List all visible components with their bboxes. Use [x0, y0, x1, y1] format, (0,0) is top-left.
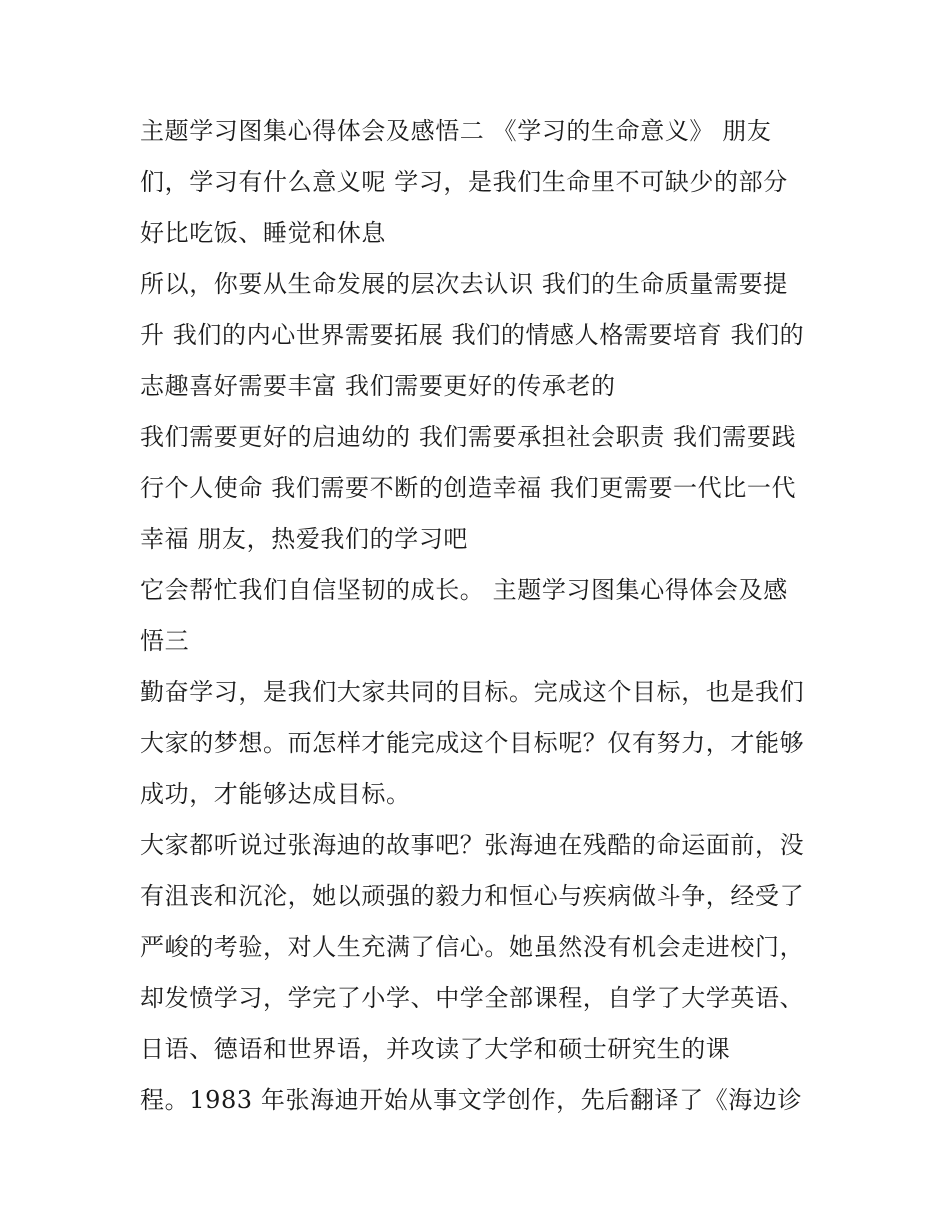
- text-line: 幸福 朋友，热爱我们的学习吧: [140, 525, 469, 553]
- text-line: 升 我们的内心世界需要拓展 我们的情感人格需要培育 我们的: [140, 321, 805, 349]
- text-line: 程。1983 年张海迪开始从事文学创作，先后翻译了《海边诊: [140, 1086, 803, 1114]
- text-line: 日语、德语和世界语，并攻读了大学和硕士研究生的课: [140, 1035, 731, 1063]
- text-line: 行个人使命 我们需要不断的创造幸福 我们更需要一代比一代: [140, 474, 797, 502]
- text-line: 它会帮忙我们自信坚韧的成长。 主题学习图集心得体会及感: [140, 576, 788, 604]
- text-line: 所以，你要从生命发展的层次去认识 我们的生命质量需要提: [140, 270, 788, 298]
- text-line: 有沮丧和沉沦，她以顽强的毅力和恒心与疾病做斗争，经受了: [140, 882, 805, 910]
- text-line: 大家都听说过张海迪的故事吧？张海迪在残酷的命运面前，没: [140, 831, 805, 859]
- text-line: 成功，才能够达成目标。: [140, 780, 411, 808]
- text-line: 主题学习图集心得体会及感悟二 《学习的生命意义》 朋友: [140, 117, 772, 145]
- text-line: 严峻的考验，对人生充满了信心。她虽然没有机会走进校门，: [140, 933, 805, 961]
- text-line: 好比吃饭、睡觉和休息: [140, 219, 386, 247]
- text-line: 志趣喜好需要丰富 我们需要更好的传承老的: [140, 372, 616, 400]
- document-body: [140, 106, 830, 1126]
- text-line: 却发愤学习，学完了小学、中学全部课程，自学了大学英语、: [140, 984, 805, 1012]
- text-line: 们，学习有什么意义呢 学习，是我们生命里不可缺少的部分: [140, 168, 788, 196]
- text-line: 我们需要更好的启迪幼的 我们需要承担社会职责 我们需要践: [140, 423, 797, 451]
- text-line: 勤奋学习，是我们大家共同的目标。完成这个目标，也是我们: [140, 678, 805, 706]
- text-line: 大家的梦想。而怎样才能完成这个目标呢？仅有努力，才能够: [140, 729, 805, 757]
- text-line: 悟三: [140, 627, 190, 655]
